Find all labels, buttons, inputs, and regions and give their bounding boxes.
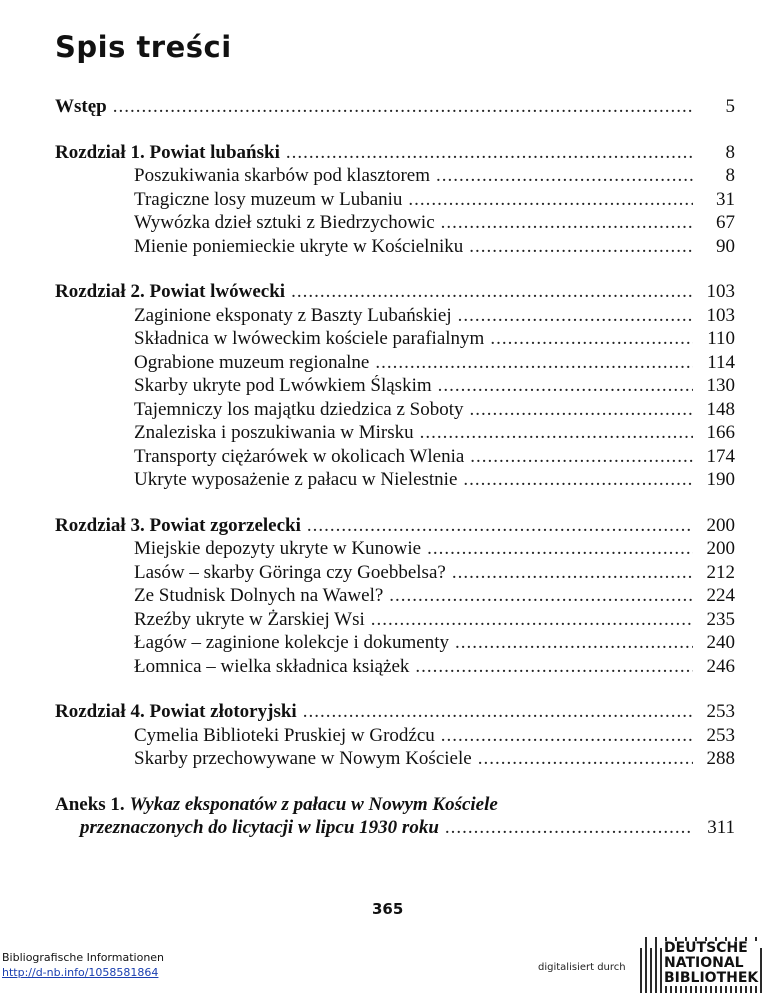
toc-leader-dots [375,352,693,374]
toc-page-number: 253 [706,724,735,746]
toc-entry-row [55,446,735,470]
toc-page-number: 200 [706,538,735,559]
toc-entry-row [55,562,735,586]
toc-entry-row [55,189,735,213]
toc-leader-dots [389,585,693,607]
toc-leader-dots [478,748,693,770]
table-of-contents [55,96,735,841]
toc-page-number: 114 [707,351,735,373]
toc-page-number: 110 [707,328,735,349]
toc-page-number: 224 [706,585,735,606]
toc-page-number: 288 [706,748,735,769]
toc-entry-row [55,236,735,260]
toc-spacer [55,259,735,281]
toc-leader-dots [463,469,693,491]
toc-leader-dots [286,142,693,164]
toc-chapter-row [55,701,735,725]
toc-leader-dots [436,165,693,187]
toc-entry-row [55,585,735,609]
toc-entry-title: Składnica w lwóweckim kościele parafialnym [134,328,485,349]
toc-leader-dots [455,632,693,654]
toc-page-number: 103 [706,281,735,302]
toc-entry-row [55,609,735,633]
toc-page-number: 253 [706,701,735,722]
toc-entry-title: Rozdział 4. Powiat złotoryjski [55,701,297,722]
toc-entry-title: Rzeźby ukryte w Żarskiej Wsi [134,608,365,630]
toc-leader-dots [458,305,693,327]
dnb-logo [640,937,766,993]
toc-entry-title: Tragiczne losy muzeum w Lubaniu [134,188,403,210]
toc-leader-dots [303,701,693,723]
toc-entry-row [55,399,735,423]
toc-spacer [55,493,735,515]
toc-page-number: 246 [706,655,735,677]
toc-leader-dots [445,817,693,839]
bibliographic-info [2,950,164,980]
toc-page-number: 90 [716,235,735,257]
toc-leader-dots [307,515,693,537]
page-title: Spis treści [55,30,232,64]
toc-annex-prefix: Aneks 1. [55,793,125,815]
toc-page-number: 200 [706,514,735,536]
toc-leader-dots [469,236,693,258]
toc-entry-row [55,725,735,749]
toc-entry-title: Łomnica – wielka składnica książek [134,655,410,677]
toc-page-number: 212 [706,561,735,583]
toc-page-number: 8 [725,165,735,186]
toc-entry-row [55,165,735,189]
toc-leader-dots [420,422,693,444]
toc-spacer [55,120,735,142]
toc-entry-title: Rozdział 2. Powiat lwówecki [55,281,286,302]
toc-entry-title: Tajemniczy los majątku dziedzica z Soboty [134,398,464,420]
toc-annex-title-line1: Wykaz eksponatów z pałacu w Nowym Kościele [129,793,498,815]
toc-page-number: 31 [716,188,735,210]
toc-entry-title: Poszukiwania skarbów pod klasztorem [134,165,431,186]
toc-spacer [55,679,735,701]
toc-leader-dots [469,399,693,421]
digitalized-by-label: digitalisiert durch [538,962,626,973]
toc-entry-title: Mienie poniemieckie ukryte w Kościelniku [134,235,464,257]
toc-entry-title: Wywózka dzieł sztuki z Biedrzychowic [134,212,435,233]
toc-leader-dots [408,189,693,211]
toc-entry-title: Ze Studnisk Dolnych na Wawel? [134,585,384,606]
toc-entry-title: Skarby ukryte pod Lwówkiem Śląskim [134,375,432,396]
toc-page-number: 103 [706,304,735,326]
toc-entry-row [55,375,735,399]
bibliographic-info-link[interactable]: http://d-nb.info/1058581864 [2,966,159,979]
toc-entry-title: Rozdział 1. Powiat lubański [55,141,280,163]
toc-entry-row [55,538,735,562]
toc-leader-dots [470,446,693,468]
toc-leader-dots [441,212,693,234]
toc-page-number: 5 [725,96,735,117]
toc-entry-title: Lasów – skarby Göringa czy Goebbelsa? [134,561,446,583]
toc-annex-row-continued [55,817,735,841]
toc-page-number: 240 [706,632,735,653]
toc-entry-row [55,632,735,656]
toc-leader-dots [415,656,693,678]
toc-spacer [55,772,735,794]
toc-leader-dots [113,96,693,118]
dnb-logo-text: DEUTSCHE NATIONAL BIBLIOTHEK [664,940,759,986]
toc-entry-title: Transporty ciężarówek w okolicach Wlenia [134,445,465,467]
toc-entry-title: Cymelia Biblioteki Pruskiej w Grodźcu [134,724,435,746]
toc-chapter-row [55,515,735,539]
toc-entry-title: Miejskie depozyty ukryte w Kunowie [134,538,422,559]
toc-annex-title-line2: przeznaczonych do licytacji w lipcu 1930 roku [80,817,439,838]
toc-entry-title: Ograbione muzeum regionalne [134,351,370,373]
toc-entry-row [55,422,735,446]
toc-page-number: 67 [716,212,735,233]
toc-annex-row [55,794,735,818]
toc-entry-row [55,305,735,329]
toc-page-number: 130 [706,375,735,396]
toc-page-number: 8 [725,141,735,163]
toc-page-number: 190 [706,469,735,490]
toc-page-number: 311 [707,817,735,838]
toc-entry-title: Skarby przechowywane w Nowym Kościele [134,748,472,769]
toc-entry-row [55,469,735,493]
toc-entry-title: Wstęp [55,96,107,117]
toc-entry-row [55,328,735,352]
toc-page-number: 174 [706,445,735,467]
toc-entry-title: Łagów – zaginione kolekcje i dokumenty [134,632,449,653]
toc-leader-dots [371,609,693,631]
toc-entry-title: Znaleziska i poszukiwania w Mirsku [134,422,414,443]
toc-page-number: 148 [706,398,735,420]
toc-leader-dots [291,281,693,303]
toc-leader-dots [490,328,693,350]
toc-entry-row [55,352,735,376]
toc-leader-dots [441,725,693,747]
toc-page-number: 166 [706,422,735,443]
bibliographic-info-label: Bibliografische Informationen [2,951,165,964]
toc-entry-title: Zaginione eksponaty z Baszty Lubańskiej [134,304,452,326]
toc-entry-row [55,748,735,772]
toc-entry-title: Rozdział 3. Powiat zgorzelecki [55,514,301,536]
toc-chapter-row [55,142,735,166]
toc-leader-dots [438,375,693,397]
page-number: 365 [372,900,404,918]
toc-leader-dots [427,538,693,560]
toc-page-number: 235 [706,608,735,630]
toc-entry-title: Ukryte wyposażenie z pałacu w Nielestnie [134,469,458,490]
toc-chapter-row [55,96,735,120]
toc-entry-row [55,656,735,680]
toc-entry-row [55,212,735,236]
toc-chapter-row [55,281,735,305]
toc-leader-dots [452,562,693,584]
